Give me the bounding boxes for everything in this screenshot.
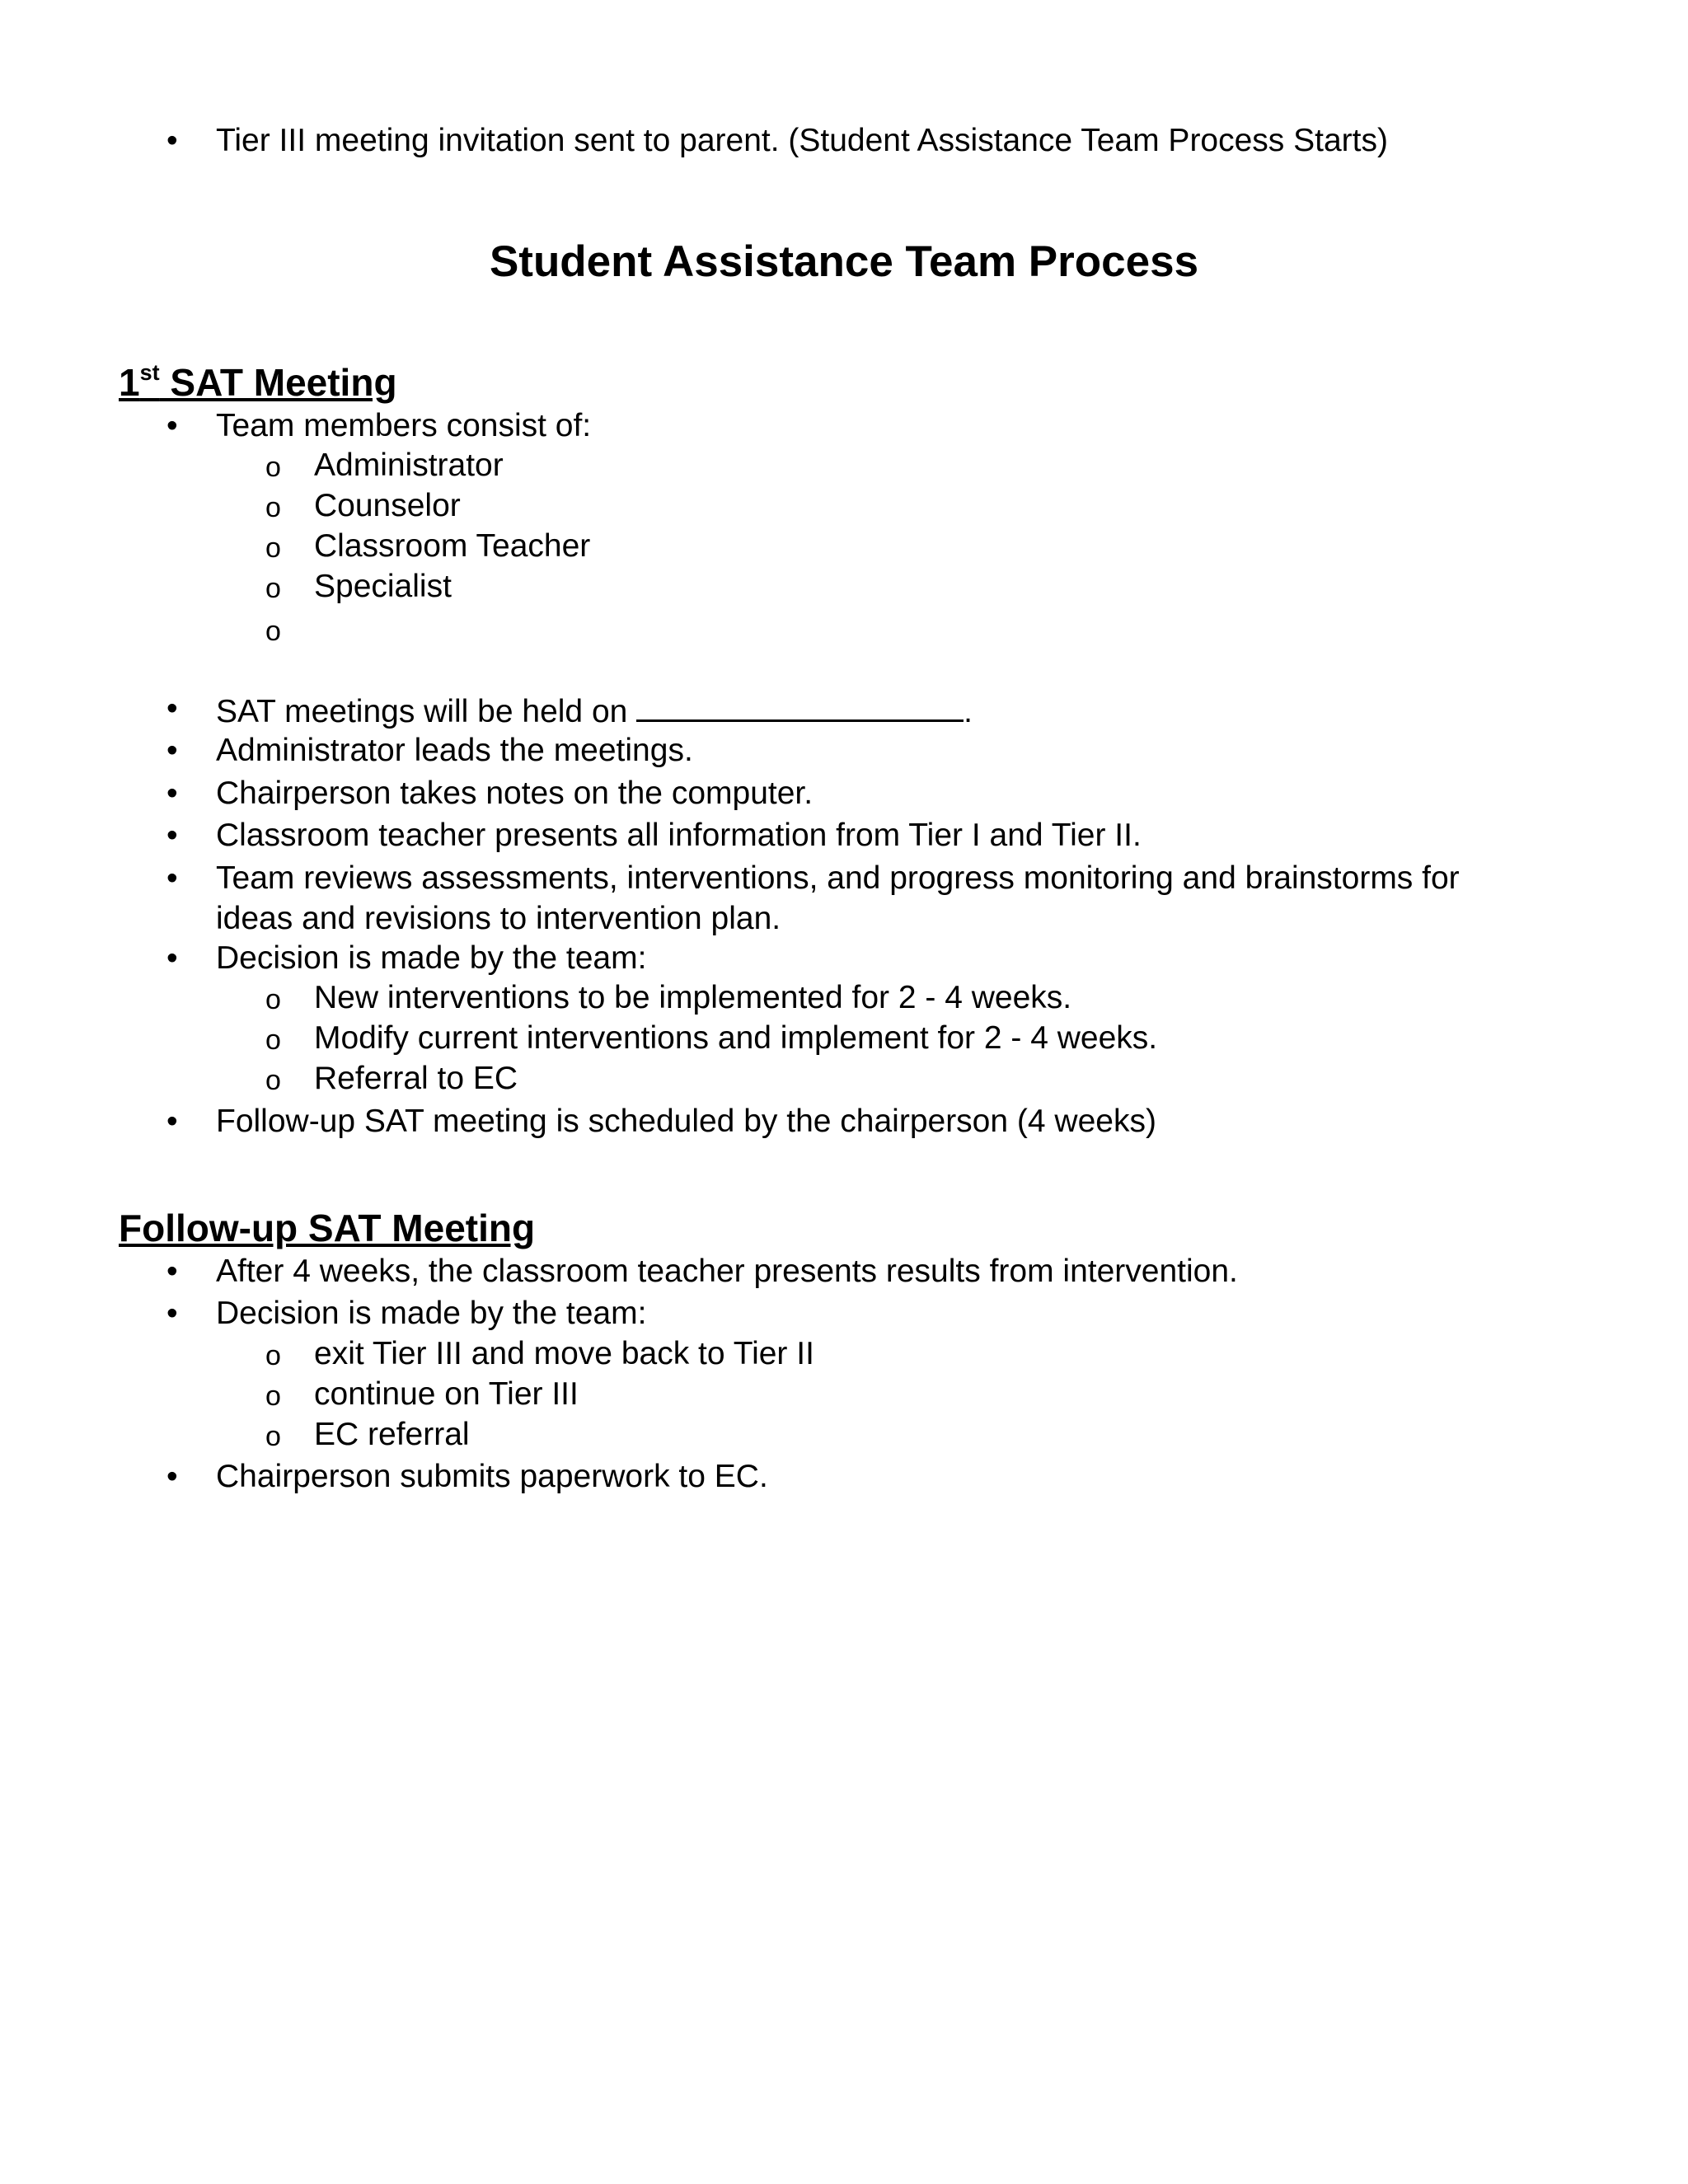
- held-on-text: SAT meetings will be held on: [216, 694, 628, 729]
- held-on-line: [216, 688, 973, 733]
- decision-item: continue on Tier III: [314, 1376, 579, 1412]
- bullet-dot: •: [166, 940, 178, 976]
- bullet-dot: •: [166, 123, 178, 158]
- bullet-dot: •: [166, 691, 178, 726]
- first-meeting-heading-number: 1: [119, 361, 140, 404]
- decision-label: Decision is made by the team:: [216, 940, 647, 976]
- sub-bullet-circle: o: [265, 492, 281, 523]
- first-meeting-heading-ordinal: st: [139, 360, 160, 385]
- team-member-item: Classroom Teacher: [314, 528, 591, 564]
- sub-bullet-circle: o: [265, 1065, 281, 1096]
- sub-bullet-circle: o: [265, 984, 281, 1015]
- first-meeting-heading-text: SAT Meeting: [159, 361, 397, 404]
- bullet-dot: •: [166, 818, 178, 853]
- bullet-dot: •: [166, 1296, 178, 1331]
- bullet-dot: •: [166, 1459, 178, 1494]
- team-member-item: Counselor: [314, 488, 461, 523]
- bullet-dot: •: [166, 733, 178, 768]
- sub-bullet-circle: o: [265, 1340, 281, 1371]
- bullet-dot: •: [166, 1104, 178, 1139]
- first-meeting-heading: [119, 359, 397, 405]
- decision-item: New interventions to be implemented for 2 - 4 weeks.: [314, 980, 1072, 1015]
- intro-text: Tier III meeting invitation sent to parent. (Student Assistance Team Process Starts): [216, 123, 1388, 158]
- held-on-period: .: [964, 694, 973, 729]
- decision-item: exit Tier III and move back to Tier II: [314, 1336, 814, 1371]
- list-item: Administrator leads the meetings.: [216, 733, 693, 768]
- sub-bullet-circle: o: [265, 1421, 281, 1452]
- followup-scheduled-text: Follow-up SAT meeting is scheduled by the chairperson (4 weeks): [216, 1104, 1156, 1139]
- team-members-label: Team members consist of:: [216, 408, 592, 443]
- list-item: Chairperson takes notes on the computer.: [216, 776, 814, 811]
- sub-bullet-circle: o: [265, 616, 281, 647]
- sub-bullet-circle: o: [265, 573, 281, 604]
- list-item: Classroom teacher presents all information from Tier I and Tier II.: [216, 818, 1142, 853]
- review-line-2: ideas and revisions to intervention plan.: [216, 901, 781, 936]
- team-member-item: Administrator: [314, 448, 504, 483]
- bullet-dot: •: [166, 776, 178, 811]
- team-member-item: Specialist: [314, 569, 452, 604]
- bullet-dot: •: [166, 408, 178, 443]
- sub-bullet-circle: o: [265, 1380, 281, 1412]
- page-title: Student Assistance Team Process: [489, 237, 1199, 286]
- decision-item: EC referral: [314, 1417, 470, 1452]
- results-text: After 4 weeks, the classroom teacher presents results from intervention.: [216, 1254, 1238, 1289]
- sub-bullet-circle: o: [265, 1024, 281, 1056]
- review-line-1: Team reviews assessments, interventions, and progress monitoring and brainstorms for: [216, 860, 1460, 896]
- bullet-dot: •: [166, 860, 178, 896]
- sub-bullet-circle: o: [265, 452, 281, 483]
- submit-text: Chairperson submits paperwork to EC.: [216, 1459, 768, 1494]
- followup-meeting-heading: Follow-up SAT Meeting: [119, 1207, 536, 1249]
- blank-fill-line: [636, 688, 964, 722]
- sub-bullet-circle: o: [265, 532, 281, 564]
- decision-item: Modify current interventions and implement for 2 - 4 weeks.: [314, 1020, 1158, 1056]
- bullet-dot: •: [166, 1254, 178, 1289]
- decision-label: Decision is made by the team:: [216, 1296, 647, 1331]
- decision-item: Referral to EC: [314, 1061, 518, 1096]
